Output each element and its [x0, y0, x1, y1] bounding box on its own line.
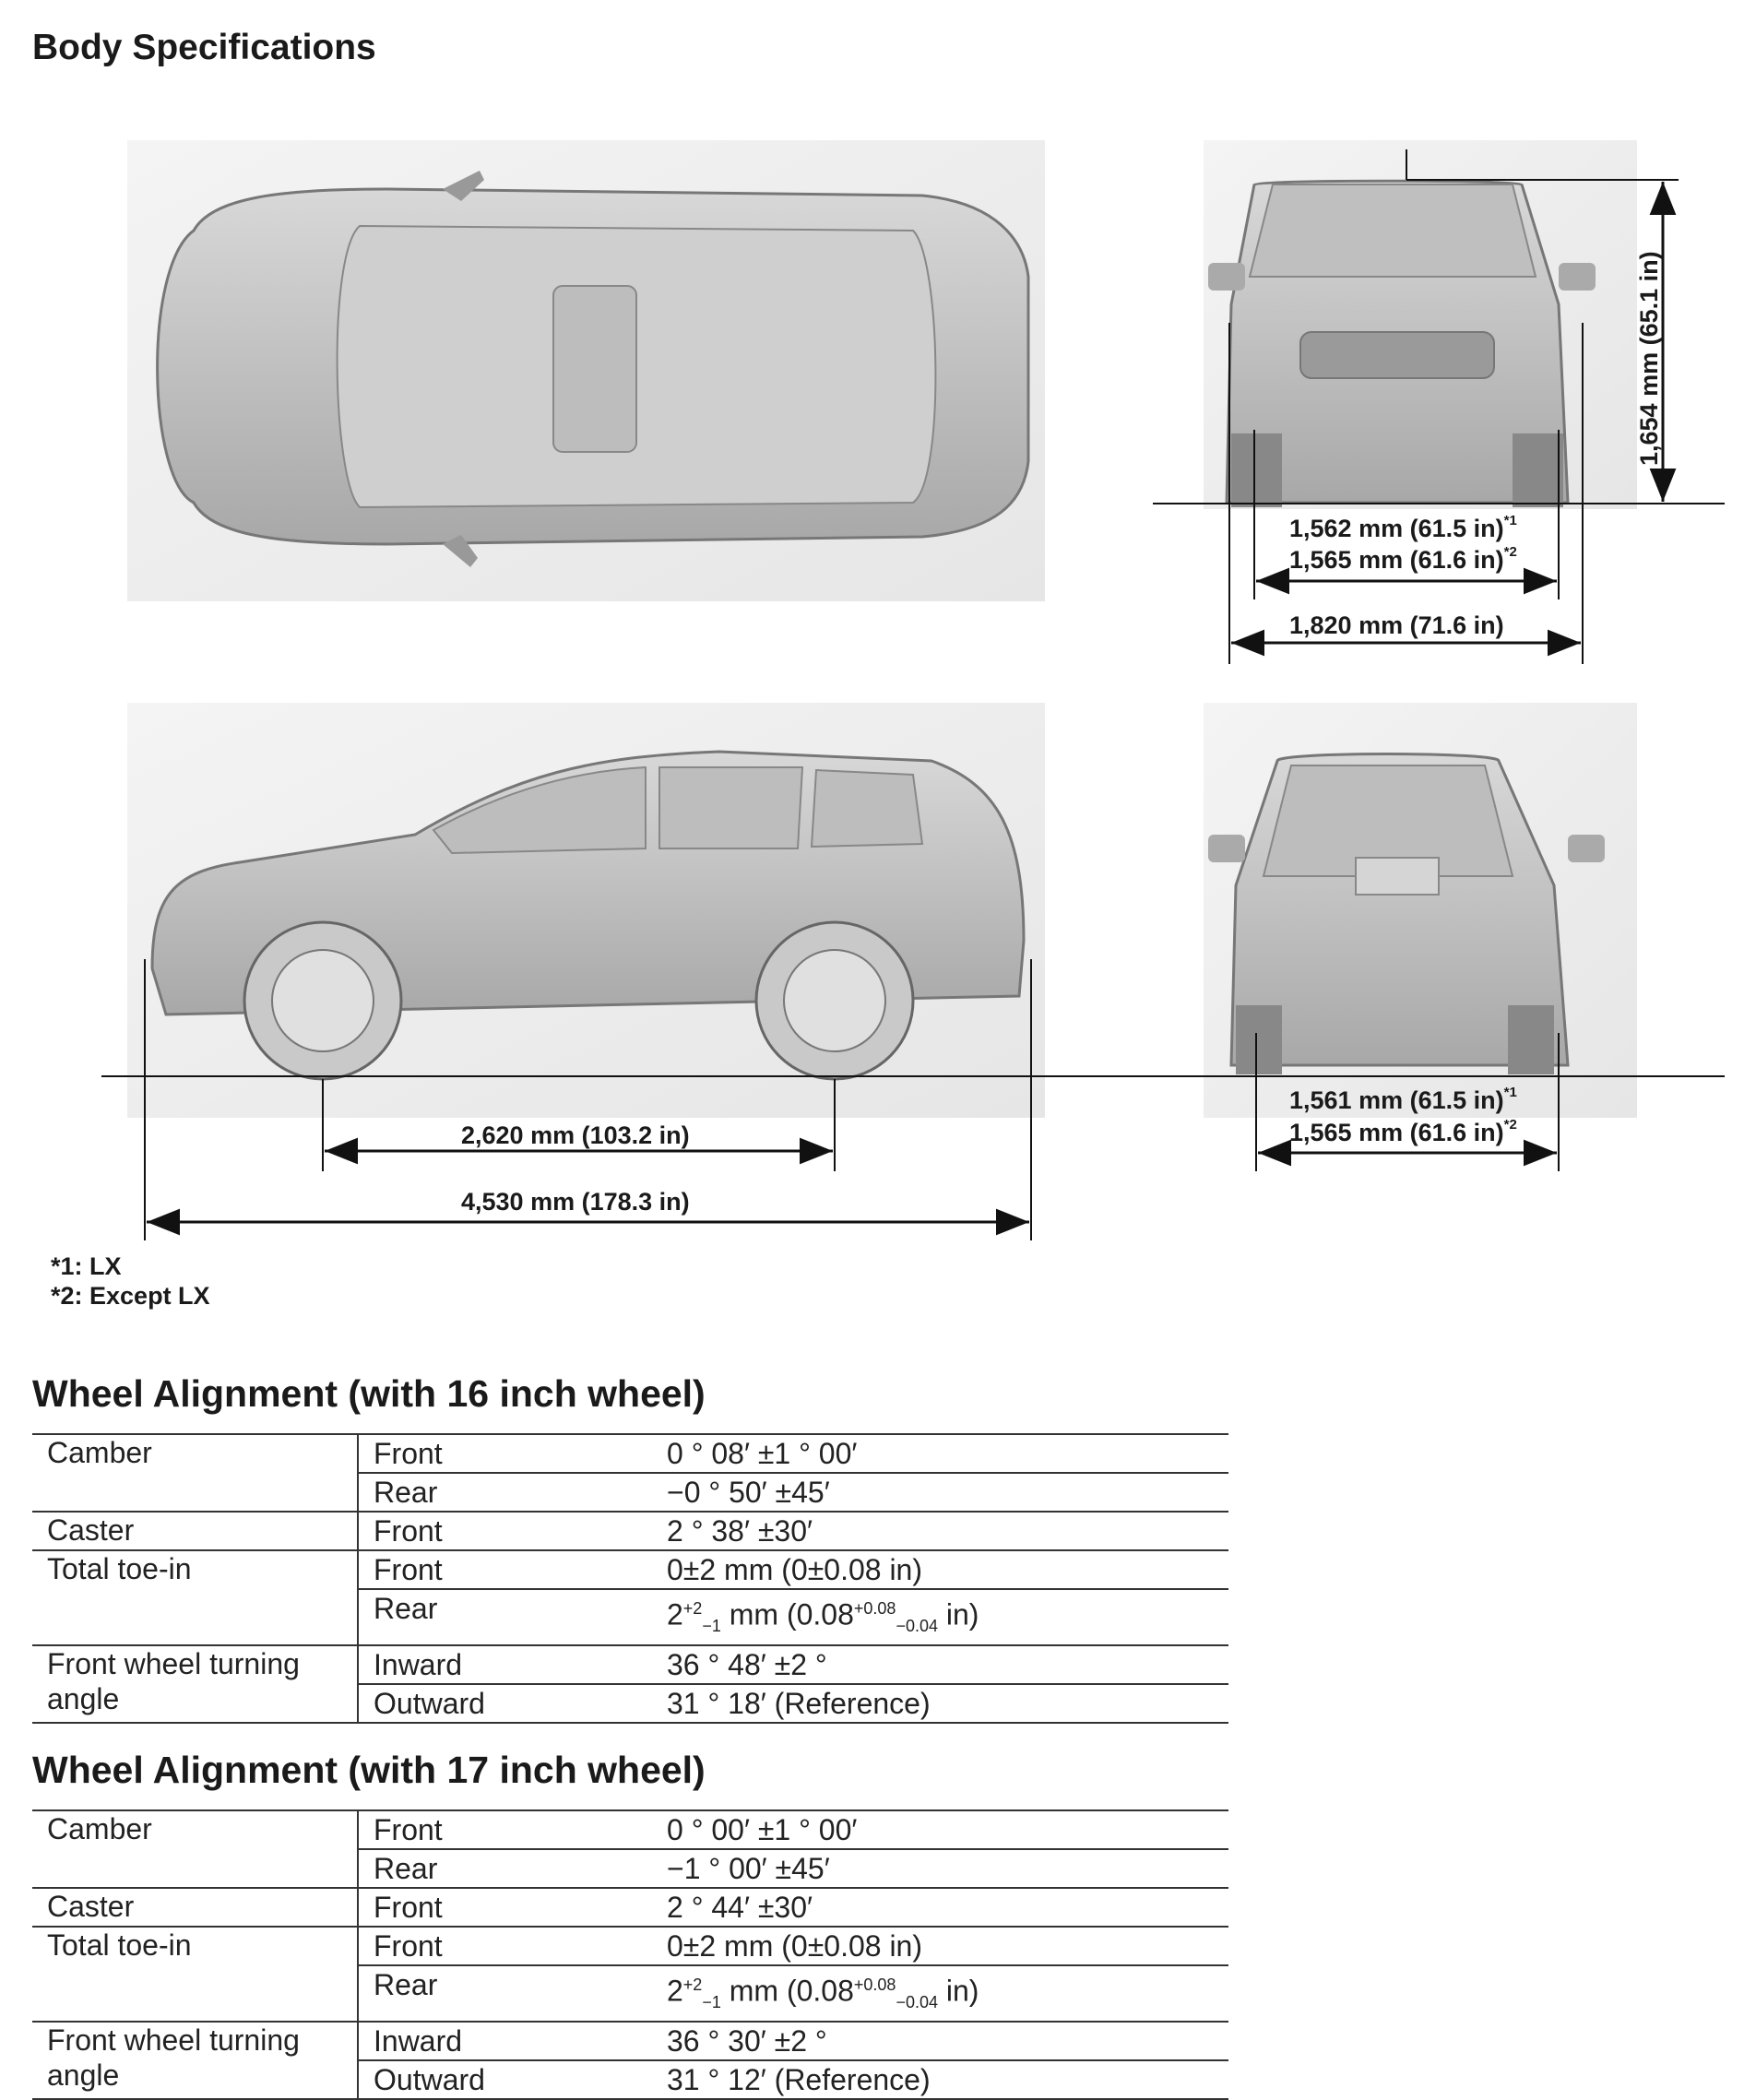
turning-angle-label: Front wheel turning angle [32, 1645, 358, 1723]
toe-front-label: Front [358, 1927, 645, 1965]
rear-tread-lx-label: 1,561 mm (61.5 in)$^{*1}$ [1289, 1085, 1517, 1114]
width-label: 1,820 mm (71.6 in) [1289, 611, 1504, 639]
camber-label: Camber [32, 1434, 358, 1512]
caster-front-value: 2 ° 38′ ±30′ [645, 1512, 1228, 1550]
rear-tread-other-label: 1,565 mm (61.6 in)$^{*2}$ [1289, 1117, 1517, 1146]
toe-rear-label: Rear [358, 1589, 645, 1645]
turn-inward-value: 36 ° 48′ ±2 ° [645, 1645, 1228, 1684]
turn-outward-label: Outward [358, 1684, 645, 1723]
camber-rear-value: −1 ° 00′ ±45′ [645, 1849, 1228, 1888]
wheelbase-label: 2,620 mm (103.2 in) [461, 1121, 690, 1149]
front-tread-lx-label: 1,562 mm (61.5 in)$^{*1}$ [1289, 513, 1517, 542]
front-tread-other-label: 1,565 mm (61.6 in)$^{*2}$ [1289, 544, 1517, 574]
turning-angle-label: Front wheel turning angle [32, 2022, 358, 2099]
turn-inward-label: Inward [358, 1645, 645, 1684]
turn-outward-label: Outward [358, 2060, 645, 2099]
page-title: Body Specifications [32, 28, 376, 67]
camber-label: Camber [32, 1810, 358, 1888]
toe-front-value: 0±2 mm (0±0.08 in) [645, 1927, 1228, 1965]
turn-outward-value: 31 ° 18′ (Reference) [645, 1684, 1228, 1723]
toe-rear-value: $2^{+2}_{-1}$ mm ($0.08^{+0.08}_{-0.04}$ in) [645, 1965, 1228, 2022]
camber-rear-label: Rear [358, 1849, 645, 1888]
caster-label: Caster [32, 1512, 358, 1550]
camber-front-value: 0 ° 00′ ±1 ° 00′ [645, 1810, 1228, 1849]
caster-front-label: Front [358, 1888, 645, 1927]
alignment-17-table [32, 1809, 1228, 2100]
camber-front-label: Front [358, 1810, 645, 1849]
front-view-image [1204, 140, 1637, 509]
camber-front-label: Front [358, 1434, 645, 1473]
turn-inward-label: Inward [358, 2022, 645, 2060]
camber-rear-value: −0 ° 50′ ±45′ [645, 1473, 1228, 1512]
camber-rear-label: Rear [358, 1473, 645, 1512]
turn-inward-value: 36 ° 30′ ±2 ° [645, 2022, 1228, 2060]
height-label: 1,654 mm (65.1 in) [1635, 251, 1663, 466]
toe-rear-label: Rear [358, 1965, 645, 2022]
turn-outward-value: 31 ° 12′ (Reference) [645, 2060, 1228, 2099]
toe-front-value: 0±2 mm (0±0.08 in) [645, 1550, 1228, 1589]
caster-label: Caster [32, 1888, 358, 1927]
toe-front-label: Front [358, 1550, 645, 1589]
toe-label: Total toe-in [32, 1927, 358, 2022]
side-view-image [127, 703, 1045, 1118]
note-1: *1: LX [51, 1252, 122, 1280]
alignment-16-title: Wheel Alignment (with 16 inch wheel) [32, 1372, 706, 1415]
length-label: 4,530 mm (178.3 in) [461, 1188, 690, 1216]
rear-view-image [1204, 703, 1637, 1118]
toe-rear-value: $2^{+2}_{-1}$ mm ($0.08^{+0.08}_{-0.04}$ in) [645, 1589, 1228, 1645]
top-view-image [127, 140, 1045, 601]
toe-label: Total toe-in [32, 1550, 358, 1645]
camber-front-value: 0 ° 08′ ±1 ° 00′ [645, 1434, 1228, 1473]
alignment-16-table [32, 1433, 1228, 1724]
alignment-17-title: Wheel Alignment (with 17 inch wheel) [32, 1749, 706, 1791]
note-2: *2: Except LX [51, 1282, 210, 1310]
caster-front-label: Front [358, 1512, 645, 1550]
caster-front-value: 2 ° 44′ ±30′ [645, 1888, 1228, 1927]
